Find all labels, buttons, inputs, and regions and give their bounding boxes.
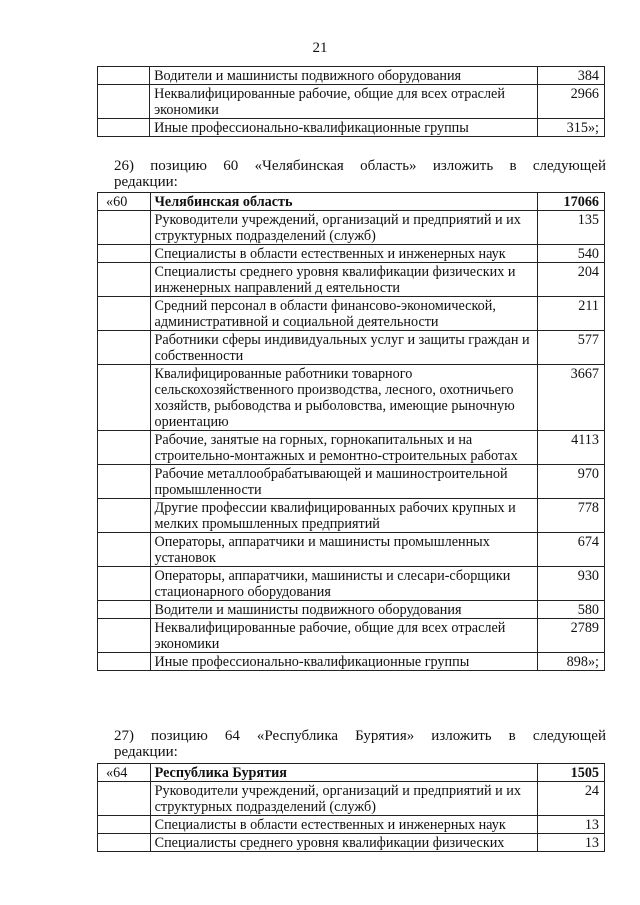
region-title: Республика Бурятия	[150, 764, 537, 782]
row-name: Работники сферы индивидуальных услуг и защиты граждан и собственности	[150, 331, 537, 365]
region-code: «64	[98, 764, 151, 782]
row-name: Специалисты в области естественных и инженерных наук	[150, 245, 537, 263]
row-value: 540	[537, 245, 604, 263]
table-row	[98, 67, 605, 85]
table-row	[98, 245, 605, 263]
region-code: «60	[98, 193, 151, 211]
row-value: 24	[537, 782, 604, 816]
row-value: 970	[537, 465, 604, 499]
row-name: Специалисты в области естественных и инженерных наук	[150, 816, 537, 834]
paragraph-26-line2: редакции:	[114, 174, 178, 190]
table-row	[98, 567, 605, 601]
row-name: Квалифицированные работники товарного сельскохозяйственного производства, лесного, охотничьего хозяйств, рыбоводства и рыболовства, имеющие рыночную ориентацию	[150, 365, 537, 431]
row-name: Операторы, аппаратчики, машинисты и слесари-сборщики стационарного оборудования	[150, 567, 537, 601]
region-title: Челябинская область	[150, 193, 537, 211]
table-row	[98, 834, 605, 852]
paragraph-26-line1: 26) позицию 60 «Челябинская область» изложить в следующей	[114, 158, 606, 174]
row-value: 2966	[537, 85, 604, 119]
table-row	[98, 533, 605, 567]
row-value: 211	[537, 297, 604, 331]
row-value: 2789	[537, 619, 604, 653]
table-row	[98, 119, 605, 137]
table-continuation	[97, 66, 605, 137]
row-name: Водители и машинисты подвижного оборудования	[150, 601, 537, 619]
row-name: Иные профессионально-квалификационные группы	[150, 653, 537, 671]
table-row	[98, 653, 605, 671]
row-value: 384	[537, 67, 604, 85]
row-value: 135	[537, 211, 604, 245]
row-value: 778	[537, 499, 604, 533]
table-row	[98, 431, 605, 465]
row-value: 315»;	[537, 119, 604, 137]
row-name: Средний персонал в области финансово-экономической, административной и социальной деятельности	[150, 297, 537, 331]
table-row	[98, 619, 605, 653]
table-buryatia	[97, 763, 605, 852]
row-value: 13	[537, 834, 604, 852]
row-value: 4113	[537, 431, 604, 465]
table-row	[98, 365, 605, 431]
row-name: Руководители учреждений, организаций и предприятий и их структурных подразделений (служб)	[150, 211, 537, 245]
table-header-row	[98, 193, 605, 211]
paragraph-27-line2: редакции:	[114, 744, 178, 760]
row-value: 3667	[537, 365, 604, 431]
table-row	[98, 211, 605, 245]
row-name: Специалисты среднего уровня квалификации физических	[150, 834, 537, 852]
row-value: 930	[537, 567, 604, 601]
paragraph-27-line1: 27) позицию 64 «Республика Бурятия» изложить в следующей	[114, 728, 606, 744]
row-value: 898»;	[537, 653, 604, 671]
row-name: Руководители учреждений, организаций и предприятий и их структурных подразделений (служб)	[150, 782, 537, 816]
table-row	[98, 297, 605, 331]
row-name: Специалисты среднего уровня квалификации физических и инженерных направлений д еятельности	[150, 263, 537, 297]
table-row	[98, 465, 605, 499]
row-name: Рабочие, занятые на горных, горнокапитальных и на строительно-монтажных и ремонтно-строительных работах	[150, 431, 537, 465]
table-row	[98, 263, 605, 297]
row-name: Неквалифицированные рабочие, общие для всех отраслей экономики	[150, 85, 537, 119]
row-value: 13	[537, 816, 604, 834]
region-total: 17066	[537, 193, 604, 211]
row-value: 674	[537, 533, 604, 567]
region-total: 1505	[537, 764, 604, 782]
table-row	[98, 782, 605, 816]
row-name: Другие профессии квалифицированных рабочих крупных и мелких промышленных предприятий	[150, 499, 537, 533]
row-name: Неквалифицированные рабочие, общие для всех отраслей экономики	[150, 619, 537, 653]
table-header-row	[98, 764, 605, 782]
row-name: Водители и машинисты подвижного оборудования	[150, 67, 537, 85]
table-chelyabinsk	[97, 192, 605, 671]
table-row	[98, 816, 605, 834]
row-name: Рабочие металлообрабатывающей и машиностроительной промышленности	[150, 465, 537, 499]
row-value: 204	[537, 263, 604, 297]
row-name: Иные профессионально-квалификационные группы	[150, 119, 537, 137]
table-row	[98, 499, 605, 533]
row-name: Операторы, аппаратчики и машинисты промышленных установок	[150, 533, 537, 567]
page-number: 21	[312, 40, 328, 56]
table-row	[98, 85, 605, 119]
row-value: 580	[537, 601, 604, 619]
table-row	[98, 331, 605, 365]
row-value: 577	[537, 331, 604, 365]
table-row	[98, 601, 605, 619]
